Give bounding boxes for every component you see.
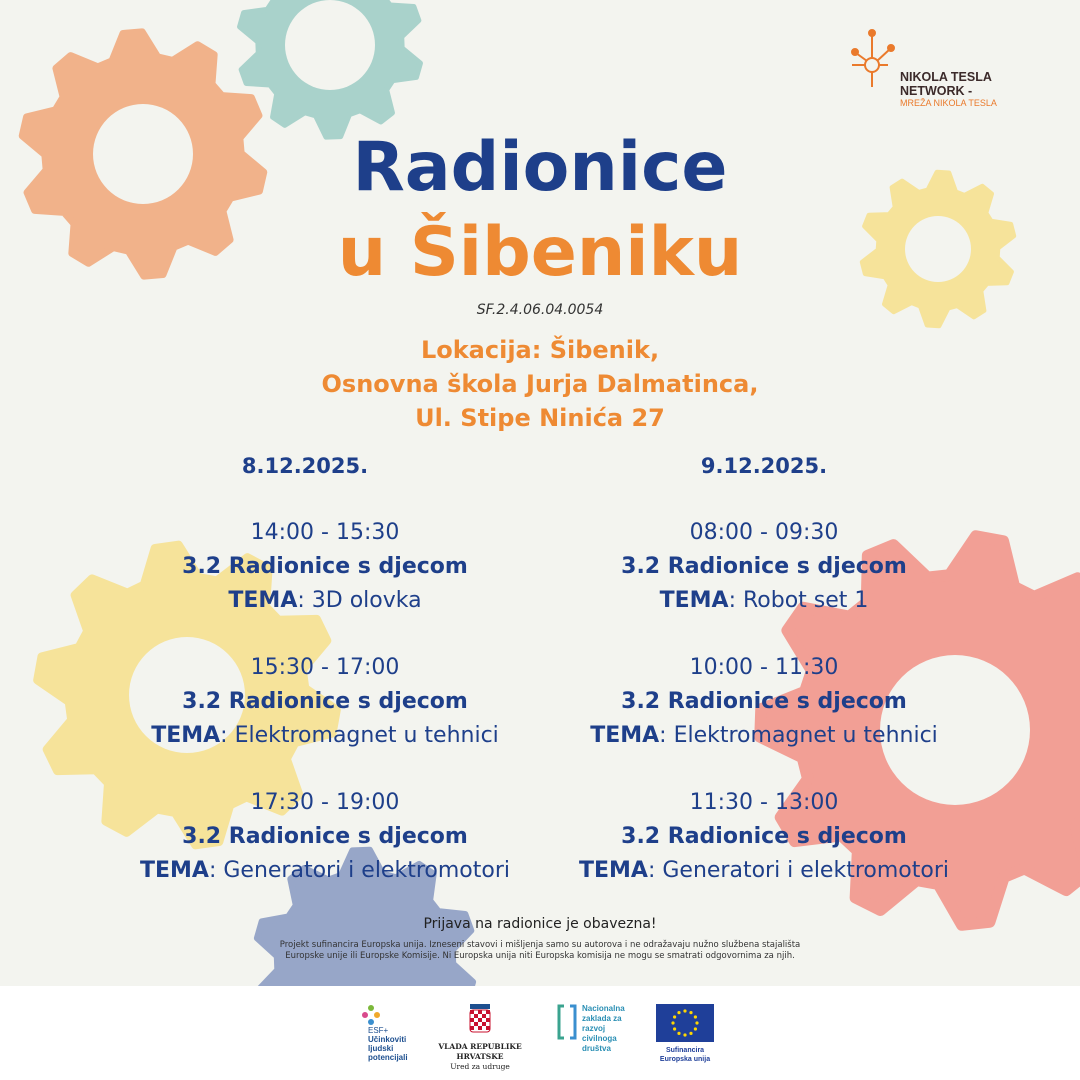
- zaklada-l5: društva: [582, 1044, 611, 1053]
- brand-name: [900, 70, 992, 98]
- session: [494, 516, 1034, 618]
- eu-star-icon: [673, 1015, 676, 1018]
- eu-flag-icon: [656, 1004, 714, 1042]
- session-time: 11:30 - 13:00: [689, 790, 839, 815]
- eu-star-icon: [671, 1021, 674, 1024]
- session-topic: [494, 719, 1034, 753]
- eu-star-icon: [677, 1011, 680, 1014]
- eu-star-icon: [677, 1032, 680, 1035]
- brand-subtitle: MREŽA NIKOLA TESLA: [900, 98, 997, 108]
- title-line-2: u Šibeniku: [337, 213, 743, 292]
- vlada-l2: Ured za udruge: [450, 1062, 510, 1071]
- session-title: 3.2 Radionice s djecom: [182, 689, 468, 714]
- zaklada-l2: zaklada za: [582, 1014, 622, 1023]
- day-date: 8.12.2025.: [241, 454, 369, 478]
- esf-l1: ESF+: [368, 1026, 389, 1035]
- eu-logo: [654, 1004, 716, 1074]
- project-code: SF.2.4.06.04.0054: [476, 302, 604, 318]
- esf-star-icon: [360, 1004, 382, 1026]
- topic-label: TEMA: [578, 858, 648, 883]
- eu-star-icon: [689, 1011, 692, 1014]
- session-time: 14:00 - 15:30: [250, 520, 400, 545]
- brand-line2: NETWORK -: [900, 84, 973, 98]
- eu-star-icon: [683, 1009, 686, 1012]
- session-title: 3.2 Radionice s djecom: [621, 824, 907, 849]
- location-line-1: Lokacija: Šibenik,: [420, 336, 660, 364]
- eu-star-icon: [683, 1033, 686, 1036]
- location-line-2: Osnovna škola Jurja Dalmatinca,: [321, 370, 759, 398]
- eu-star-icon: [694, 1027, 697, 1030]
- registration-notice: Prijava na radionice je obavezna!: [423, 916, 657, 932]
- session-time: 08:00 - 09:30: [689, 520, 839, 545]
- eu-l1: Sufinancira: [665, 1047, 705, 1054]
- brand-line1: NIKOLA TESLA: [900, 70, 992, 84]
- zaklada-logo: [556, 1004, 646, 1074]
- session-topic: [494, 854, 1034, 888]
- session-topic: [494, 584, 1034, 618]
- nikola-tesla-logo: [860, 30, 1010, 120]
- esf-logo: [358, 1004, 418, 1074]
- topic-label: TEMA: [151, 723, 221, 748]
- session: [494, 651, 1034, 753]
- vlada-text: [418, 1042, 542, 1072]
- day-column-2: [494, 448, 1034, 888]
- session-time: 17:30 - 19:00: [250, 790, 400, 815]
- esf-l4: potencijali: [368, 1053, 408, 1062]
- vlada-l1: VLADA REPUBLIKE HRVATSKE: [438, 1042, 522, 1061]
- session: [494, 786, 1034, 888]
- location-line-3: Ul. Stipe Ninića 27: [415, 404, 665, 432]
- eu-star-icon: [689, 1032, 692, 1035]
- zaklada-text: [582, 1004, 625, 1054]
- topic-label: TEMA: [659, 588, 729, 613]
- gear-teal-icon: [240, 0, 420, 137]
- zaklada-l4: civilnoga: [582, 1034, 617, 1043]
- eu-text: [654, 1046, 716, 1064]
- location-block: [0, 333, 1080, 435]
- vlada-logo: [418, 1004, 542, 1074]
- session-title: 3.2 Radionice s djecom: [182, 824, 468, 849]
- title-line-1: Radionice: [352, 128, 728, 207]
- zaklada-l3: razvoj: [582, 1024, 606, 1033]
- eu-disclaimer: Projekt sufinancira Europska unija. Izneseni stavovi i mišljenja samo su autorova i ne odražavaju nužno službena stajališta Europske unije ili Europske Komisije. Ni Europska unija niti Europska komisija ne mogu se smatrati odgovornima za njih.: [279, 940, 801, 961]
- session-time: 15:30 - 17:00: [250, 655, 400, 680]
- day-date: 9.12.2025.: [700, 454, 828, 478]
- eu-star-icon: [673, 1027, 676, 1030]
- session-time: 10:00 - 11:30: [689, 655, 839, 680]
- topic-label: TEMA: [228, 588, 298, 613]
- eu-star-icon: [694, 1015, 697, 1018]
- topic-text: : Elektromagnet u tehnici: [659, 723, 938, 748]
- topic-text: : Robot set 1: [728, 588, 869, 613]
- esf-text: [368, 1026, 408, 1062]
- zaklada-bracket-icon: [556, 1004, 578, 1040]
- zaklada-l1: Nacionalna: [582, 1004, 625, 1013]
- topic-text: : Generatori i elektromotori: [647, 858, 949, 883]
- topic-text: : 3D olovka: [297, 588, 422, 613]
- session-title: 3.2 Radionice s djecom: [621, 689, 907, 714]
- topic-label: TEMA: [590, 723, 660, 748]
- esf-l3: ljudski: [368, 1044, 394, 1053]
- eu-l2: Europska unija: [659, 1056, 711, 1063]
- esf-l2: Učinkoviti: [368, 1035, 407, 1044]
- croatian-coat-of-arms-icon: [468, 1004, 492, 1034]
- topic-label: TEMA: [139, 858, 209, 883]
- topic-text: : Generatori i elektromotori: [208, 858, 510, 883]
- topic-text: : Elektromagnet u tehnici: [220, 723, 499, 748]
- partner-logos-footer: [0, 986, 1080, 1080]
- session-title: 3.2 Radionice s djecom: [182, 554, 468, 579]
- eu-star-icon: [695, 1021, 698, 1024]
- session-title: 3.2 Radionice s djecom: [621, 554, 907, 579]
